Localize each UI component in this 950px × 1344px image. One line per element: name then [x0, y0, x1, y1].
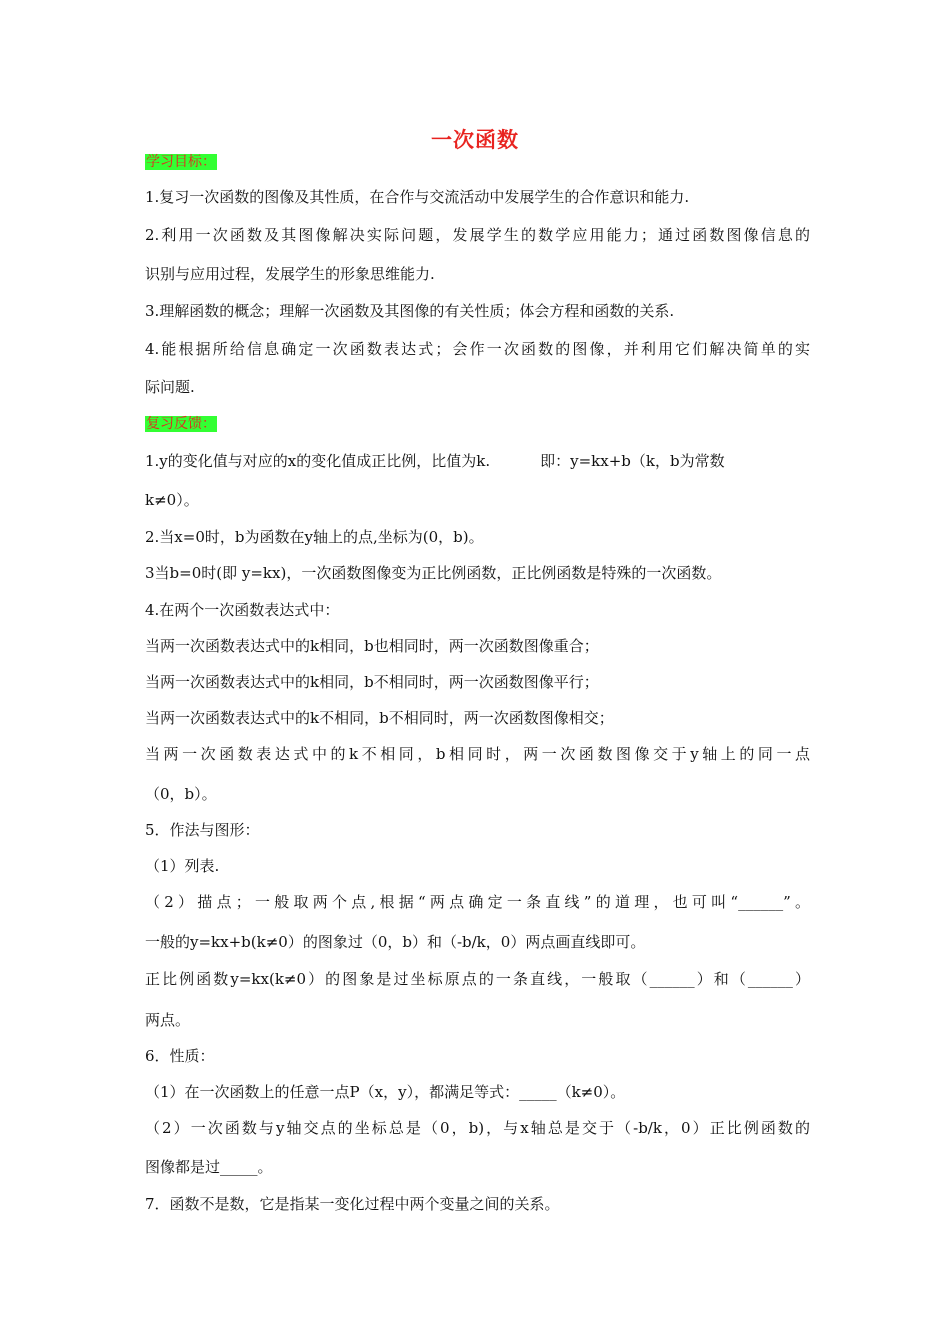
- review-6: 6．性质：: [145, 1047, 215, 1065]
- review-5-step-1: （1）列表.: [145, 857, 220, 875]
- objective-2-line-2: 识别与应用过程，发展学生的形象思维能力.: [145, 265, 435, 283]
- review-heading: 复习反馈：: [146, 416, 216, 432]
- review-4-case-4-line-2: （0，b）。: [145, 785, 217, 803]
- objectives-heading: 学习目标：: [146, 154, 216, 170]
- review-5-step-2-line-2: 一般的y=kx+b(k≠0）的图象过（0，b）和（-b/k，0）两点画直线即可。: [145, 933, 646, 951]
- review-5-step-2-line-3: 正比例函数y=kx(k≠0）的图象是过坐标原点的一条直线，一般取（______）和（______）: [145, 970, 810, 988]
- review-4-case-1: 当两一次函数表达式中的k相同，b也相同时，两一次函数图像重合；: [145, 637, 599, 655]
- objective-1: 1.复习一次函数的图像及其性质，在合作与交流活动中发展学生的合作意识和能力.: [145, 188, 690, 206]
- review-4-case-4-line-1: 当两一次函数表达式中的k不相同，b相同时，两一次函数图像交于y轴上的同一点: [145, 745, 810, 763]
- review-1-line-2: k≠0）。: [145, 491, 199, 509]
- review-5-step-2-line-1: （2）描点；一般取两个点,根据“两点确定一条直线”的道理，也可叫“______”。: [145, 893, 810, 911]
- objective-4-line-2: 际问题.: [145, 378, 195, 396]
- review-4-case-2: 当两一次函数表达式中的k相同，b不相同时，两一次函数图像平行；: [145, 673, 599, 691]
- objective-2-line-1: 2.利用一次函数及其图像解决实际问题，发展学生的数学应用能力；通过函数图像信息的: [145, 226, 810, 244]
- review-2: 2.当x=0时，b为函数在y轴上的点,坐标为(0，b)。: [145, 528, 484, 546]
- review-6-item-2-line-2: 图像都是过_____。: [145, 1158, 273, 1176]
- review-5: 5．作法与图形：: [145, 821, 260, 839]
- objective-3: 3.理解函数的概念；理解一次函数及其图像的有关性质；体会方程和函数的关系.: [145, 302, 675, 320]
- review-heading-line: [145, 413, 810, 434]
- document-title: 一次函数: [431, 128, 519, 152]
- review-3: 3当b=0时(即 y=kx)，一次函数图像变为正比例函数，正比例函数是特殊的一次函数。: [145, 564, 722, 582]
- review-5-step-2-line-4: 两点。: [145, 1011, 191, 1029]
- objectives-heading-line: [145, 151, 810, 172]
- review-7: 7．函数不是数，它是指某一变化过程中两个变量之间的关系。: [145, 1195, 560, 1213]
- review-6-item-2-line-1: （2）一次函数与y轴交点的坐标总是（0，b)，与x轴总是交于（-b/k，0）正比例函数的: [145, 1119, 810, 1137]
- objective-4-line-1: 4.能根据所给信息确定一次函数表达式；会作一次函数的图像，并利用它们解决简单的实: [145, 340, 810, 358]
- review-1-formula: 即：y=kx+b（k，b为常数: [540, 452, 725, 470]
- review-1-text: 1.y的变化值与对应的x的变化值成正比例，比值为k.: [145, 452, 491, 470]
- review-4-case-3: 当两一次函数表达式中的k不相同，b不相同时，两一次函数图像相交；: [145, 709, 614, 727]
- review-1-line-1: [145, 451, 810, 471]
- review-6-item-1: （1）在一次函数上的任意一点P（x，y），都满足等式：_____（k≠0）。: [145, 1083, 626, 1101]
- review-4: 4.在两个一次函数表达式中：: [145, 601, 340, 619]
